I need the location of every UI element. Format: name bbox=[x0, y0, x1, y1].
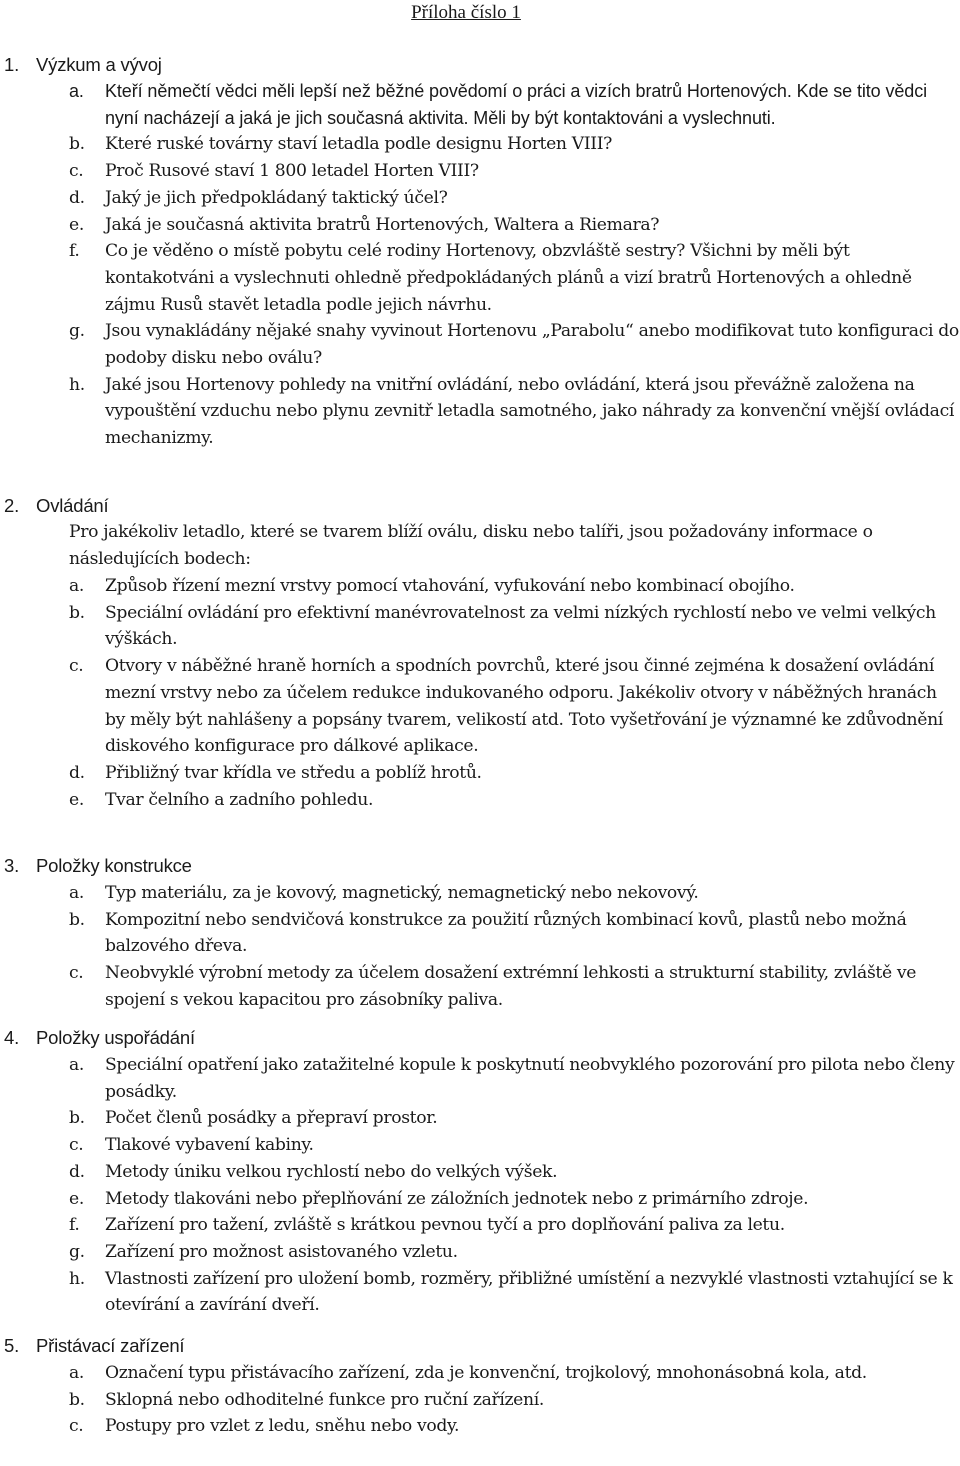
section-title: Položky konstrukce bbox=[36, 855, 192, 876]
item-text: Zařízení pro možnost asistovaného vzletu. bbox=[105, 1241, 458, 1262]
item-text: Které ruské továrny staví letadla podle designu Horten VIII? bbox=[105, 134, 613, 155]
list-item bbox=[69, 78, 959, 131]
item-label: a. bbox=[69, 1363, 85, 1383]
section-2-heading bbox=[4, 493, 108, 520]
item-label: a. bbox=[69, 81, 84, 101]
item-text: Jsou vynakládány nějaké snahy vyvinout Hortenovu „Parabolu“ anebo modifikovat tuto konfiguraci do podoby disku nebo oválu? bbox=[105, 321, 959, 369]
list-item bbox=[69, 1052, 959, 1105]
item-label: b. bbox=[69, 1389, 85, 1410]
item-label: c. bbox=[69, 656, 84, 677]
item-label: a. bbox=[69, 576, 85, 596]
section-3-list bbox=[69, 880, 959, 1014]
item-text: Kteří němečtí vědci měli lepší než běžné povědomí o práci a vizích bratrů Hortenových. Kde se tito vědci nyní nacházejí a jaká je jich současná aktivita. Měli by být kontaktováni a vyslechnuti. bbox=[105, 81, 928, 128]
list-item bbox=[69, 318, 959, 371]
section-5-list bbox=[69, 1360, 959, 1440]
item-text: Otvory v náběžné hraně horních a spodních povrchů, které jsou činné zejména k dosažení ovládání mezní vrstvy nebo za účelem redukce indukovaného odporu. Jakékoliv otvory v náběžných hranách by měly být nahlášeny a popsány tvarem, velikostí atd. Toto vyšetřování je významné ke zdůvodnění diskového konfigurace pro dálkové aplikace. bbox=[105, 656, 943, 757]
list-item bbox=[69, 1387, 959, 1414]
section-title: Položky uspořádání bbox=[36, 1027, 195, 1048]
list-item bbox=[69, 1413, 959, 1440]
item-text: Tlakové vybavení kabiny. bbox=[105, 1135, 314, 1156]
item-text: Jaká je současná aktivita bratrů Hortenových, Waltera a Riemara? bbox=[105, 214, 660, 235]
item-label: h. bbox=[69, 1268, 85, 1289]
section-5-heading bbox=[4, 1333, 184, 1360]
item-label: e. bbox=[69, 214, 84, 235]
item-text: Metody tlakováni nebo přeplňování ze záložních jednotek nebo z primárního zdroje. bbox=[105, 1188, 809, 1209]
list-item bbox=[69, 1360, 959, 1387]
item-label: g. bbox=[69, 321, 85, 342]
item-text: Speciální ovládání pro efektivní manévrovatelnost za velmi nízkých rychlostí nebo ve velmi velkých výškách. bbox=[105, 602, 936, 650]
section-number: 1. bbox=[4, 54, 20, 75]
list-item bbox=[69, 158, 959, 185]
item-label: c. bbox=[69, 161, 84, 182]
item-label: c. bbox=[69, 1416, 84, 1437]
item-label: e. bbox=[69, 1188, 84, 1209]
list-item bbox=[69, 131, 959, 158]
item-text: Tvar čelního a zadního pohledu. bbox=[105, 789, 374, 810]
item-text: Jaké jsou Hortenovy pohledy na vnitřní ovládání, nebo ovládání, která jsou převážně založena na vypouštění vzduchu nebo plynu zevnitř letadla samotného, jako náhrady za konvenční vnější ovládací mechanizmy. bbox=[105, 374, 954, 449]
list-item bbox=[69, 760, 959, 787]
item-text: Neobvyklé výrobní metody za účelem dosažení extrémní lehkosti a strukturní stability, zvláště ve spojení s vekou kapacitou pro zásobníky paliva. bbox=[105, 963, 917, 1010]
list-item bbox=[69, 573, 959, 600]
page-title: Příloha číslo 1 bbox=[411, 2, 521, 23]
section-2-intro: Pro jakékoliv letadlo, které se tvarem blíží oválu, disku nebo talíři, jsou požadovány informace o následujících bodech: bbox=[69, 522, 873, 569]
item-label: c. bbox=[69, 963, 84, 984]
item-label: a. bbox=[69, 1055, 85, 1075]
item-label: b. bbox=[69, 1108, 85, 1129]
item-label: f. bbox=[69, 241, 80, 262]
section-title: Výzkum a vývoj bbox=[36, 54, 162, 75]
item-text: Co je věděno o místě pobytu celé rodiny Hortenovy, obzvláště sestry? Všichni by měli být kontakotváni a vyslechnuti ohledně předpokládaných plánů a vizí bratrů Hortenových a ohledně zájmu Rusů stavět letadla podle jejich návrhu. bbox=[105, 241, 912, 315]
item-text: Počet členů posádky a přepraví prostor. bbox=[105, 1108, 438, 1129]
list-item bbox=[69, 1105, 959, 1132]
item-text: Způsob řízení mezní vrstvy pomocí vtahování, vyfukování nebo kombinací obojího. bbox=[105, 576, 795, 596]
section-title: Přistávací zařízení bbox=[36, 1335, 185, 1356]
item-label: c. bbox=[69, 1135, 84, 1156]
item-label: g. bbox=[69, 1241, 85, 1262]
item-label: b. bbox=[69, 909, 85, 930]
item-label: h. bbox=[69, 374, 85, 395]
item-text: Vlastnosti zařízení pro uložení bomb, rozměry, přibližné umístění a nezvyklé vlastnosti vztahující se k otevírání a zavírání dveří. bbox=[105, 1268, 953, 1316]
list-item bbox=[69, 1159, 959, 1186]
section-number: 3. bbox=[4, 855, 20, 876]
list-item bbox=[69, 238, 959, 318]
list-item bbox=[69, 185, 959, 212]
section-4-heading bbox=[4, 1025, 195, 1052]
list-item bbox=[69, 212, 959, 239]
list-item bbox=[69, 787, 959, 814]
item-text: Přibližný tvar křídla ve středu a poblíž hrotů. bbox=[105, 762, 482, 783]
list-item bbox=[69, 372, 959, 452]
item-label: b. bbox=[69, 602, 85, 623]
item-label: b. bbox=[69, 134, 85, 155]
section-1-list bbox=[69, 78, 959, 452]
section-number: 4. bbox=[4, 1027, 20, 1048]
item-label: f. bbox=[69, 1215, 80, 1236]
list-item bbox=[69, 1186, 959, 1213]
item-text: Označení typu přistávacího zařízení, zda je konvenční, trojkolový, mnohonásobná kola, atd. bbox=[105, 1363, 867, 1383]
list-item bbox=[69, 1239, 959, 1266]
item-text: Zařízení pro tažení, zvláště s krátkou pevnou tyčí a pro doplňování paliva za letu. bbox=[105, 1215, 785, 1236]
item-text: Sklopná nebo odhoditelné funkce pro ruční zařízení. bbox=[105, 1389, 544, 1410]
item-text: Postupy pro vzlet z ledu, sněhu nebo vody. bbox=[105, 1416, 460, 1437]
item-text: Proč Rusové staví 1 800 letadel Horten VIII? bbox=[105, 161, 479, 182]
item-label: d. bbox=[69, 1161, 85, 1182]
item-text: Jaký je jich předpokládaný taktický účel? bbox=[105, 187, 448, 208]
list-item bbox=[69, 960, 959, 1013]
list-item bbox=[69, 907, 959, 960]
section-title: Ovládání bbox=[36, 495, 109, 516]
list-item bbox=[69, 1132, 959, 1159]
section-number: 2. bbox=[4, 495, 20, 516]
list-item bbox=[69, 653, 959, 760]
section-number: 5. bbox=[4, 1335, 20, 1356]
list-item bbox=[69, 1212, 959, 1239]
list-item bbox=[69, 600, 959, 653]
item-text: Metody úniku velkou rychlostí nebo do velkých výšek. bbox=[105, 1161, 558, 1182]
item-text: Kompozitní nebo sendvičová konstrukce za použití různých kombinací kovů, plastů nebo možná balzového dřeva. bbox=[105, 909, 907, 957]
item-label: e. bbox=[69, 789, 84, 810]
section-4-list bbox=[69, 1052, 959, 1319]
item-label: d. bbox=[69, 762, 85, 783]
list-item bbox=[69, 880, 959, 907]
item-label: d. bbox=[69, 187, 85, 208]
section-2-list bbox=[69, 573, 959, 813]
section-1-heading bbox=[4, 52, 162, 79]
item-label: a. bbox=[69, 883, 85, 903]
section-3-heading bbox=[4, 853, 192, 880]
item-text: Speciální opatření jako zatažitelné kopule k poskytnutí neobvyklého pozorování pro pilota nebo členy posádky. bbox=[105, 1055, 955, 1102]
list-item bbox=[69, 1266, 959, 1319]
item-text: Typ materiálu, za je kovový, magnetický, nemagnetický nebo nekovový. bbox=[105, 883, 699, 903]
